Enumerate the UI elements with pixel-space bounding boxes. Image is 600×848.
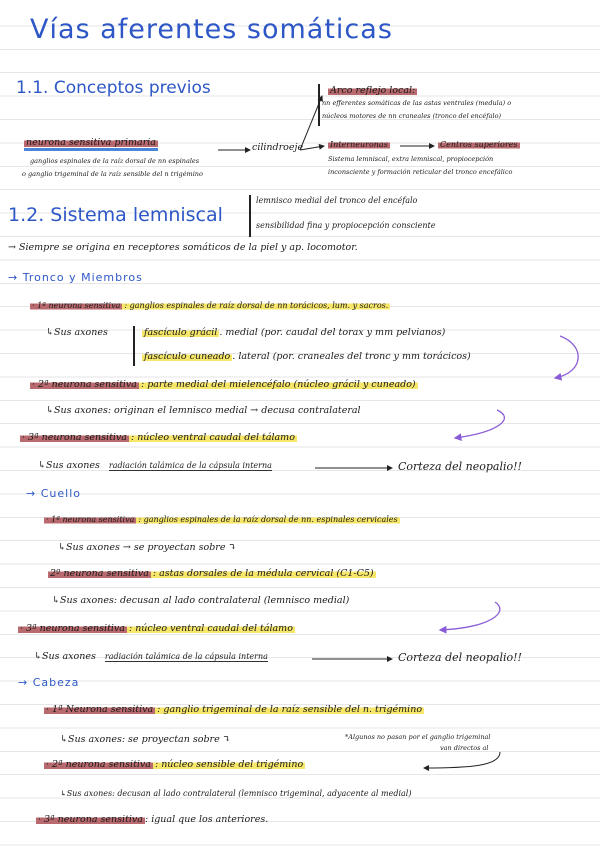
neurona-primaria: neurona sensitiva primaria xyxy=(24,138,158,148)
tronco-axones: ↳Sus axones xyxy=(46,327,108,338)
lemnisco-note: lemnisco medial del tronco del encéfalo xyxy=(256,196,418,205)
neurona-note-1: ganglios espinales de la raíz dorsal de nn espinales xyxy=(30,157,200,165)
centros-superiores: Centros superiores xyxy=(440,140,518,149)
tronco-n2-axones: ↳Sus axones: originan el lemnisco medial → decusa contralateral xyxy=(46,405,361,416)
centros-note-2: inconsciente y formación reticular del tronco encefálico xyxy=(328,168,513,176)
cabeza-n1-axones: ↳Sus axones: se proyectan sobre ↴ xyxy=(60,734,231,745)
tronco-heading: → Tronco y Miembros xyxy=(8,271,143,284)
tronco-n1: · 1ª neurona sensitiva : ganglios espinales de raíz dorsal de nn torácicos, lum. y sacros. xyxy=(32,301,389,310)
tronco-n3: · 3ª neurona sensitiva : núcleo ventral caudal del tálamo xyxy=(22,432,295,443)
section-heading-1-1: 1.1. Conceptos previos xyxy=(16,78,211,98)
axones-bracket xyxy=(133,326,135,366)
tronco-n3-axones: ↳Sus axones radiación talámica de la cápsula interna xyxy=(38,460,272,471)
arco-note-1: nn efferentes somáticas de las astas ventrales (medula) o xyxy=(322,99,512,107)
cuello-n3: · 3ª neurona sensitiva : núcleo ventral caudal del tálamo xyxy=(20,623,293,634)
cuello-n1: · 1ª neurona sensitiva : ganglios espinales de la raíz dorsal de nn. espinales cervicales xyxy=(46,515,398,524)
cuello-n3-axones: ↳Sus axones radiación talámica de la cápsula interna xyxy=(34,651,268,662)
cuello-n2-axones: ↳Sus axones: decusan al lado contralateral (lemnisco medial) xyxy=(52,595,350,606)
sensibilidad-note: sensibilidad fina y propiocepción consciente xyxy=(256,221,436,230)
centros-note-1: Sistema lemniscal, extra lemniscal, propiocepción xyxy=(328,155,494,163)
cabeza-n2: · 2ª neurona sensitiva : núcleo sensible del trigémino xyxy=(46,759,304,770)
cuello-n2: 2º neurona sensitiva : astas dorsales de la médula cervical (C1-C5) xyxy=(50,568,374,579)
arco-note-2: núcleos motores de nn craneales (tronco del encéfalo) xyxy=(322,112,502,120)
intro-line: → Siempre se origina en receptores somáticos de la piel y ap. locomotor. xyxy=(8,242,358,253)
arrow-fasciculos-to-n2 xyxy=(555,336,578,378)
cuello-n1-axones: ↳Sus axones → se proyectan sobre ↴ xyxy=(58,542,237,553)
cabeza-n3: · 3ª neurona sensitiva : igual que los anteriores. xyxy=(38,814,269,825)
section-heading-1-2: 1.2. Sistema lemniscal xyxy=(8,204,223,226)
tronco-fasciculo-gracil: fascículo grácil . medial (por. caudal del torax y mm pelvianos) xyxy=(144,327,446,338)
tronco-n3-dest: Corteza del neopalio!! xyxy=(398,460,522,473)
sistema-lemniscal-bracket xyxy=(249,195,251,237)
conceptos-bracket xyxy=(318,84,320,126)
neurona-note-2: o ganglio trigeminal de la raíz sensible del n trigémino xyxy=(22,170,203,178)
arrow-note-to-n2 xyxy=(424,752,500,768)
cabeza-n1: · 1ª Neurona sensitiva : ganglio trigeminal de la raíz sensible del n. trigémino xyxy=(46,704,423,715)
cuello-heading: → Cuello xyxy=(26,487,81,500)
cabeza-heading: → Cabeza xyxy=(18,676,80,689)
tronco-n2: · 2ª neurona sensitiva : parte medial del mielencéfalo (núcleo grácil y cuneado) xyxy=(32,379,416,390)
arrow-n2-to-n3 xyxy=(455,410,504,438)
arrow-to-interneuronas xyxy=(300,146,324,150)
arrow-cuello-n2-to-n3 xyxy=(440,602,500,630)
cilindroeje: cilindroeje xyxy=(252,142,304,153)
tronco-fasciculo-cuneado: fascículo cuneado . lateral (por. craneales del tronc y mm torácicos) xyxy=(144,351,471,362)
cuello-n3-dest: Corteza del neopalio!! xyxy=(398,651,522,664)
page-title: Vías aferentes somáticas xyxy=(30,14,393,45)
cabeza-n2-axones: ↳Sus axones: decusan al lado contralateral (lemnisco trigeminal, adyacente al medial) xyxy=(60,789,412,798)
cabeza-n1-note-2: van directos al xyxy=(440,744,489,752)
interneuronas: Interneuronas xyxy=(330,140,388,149)
arco-reflejo: Arco reflejo local: xyxy=(330,85,416,96)
cabeza-n1-note-1: *Algunos no pasan por el ganglio trigeminal xyxy=(345,733,491,741)
